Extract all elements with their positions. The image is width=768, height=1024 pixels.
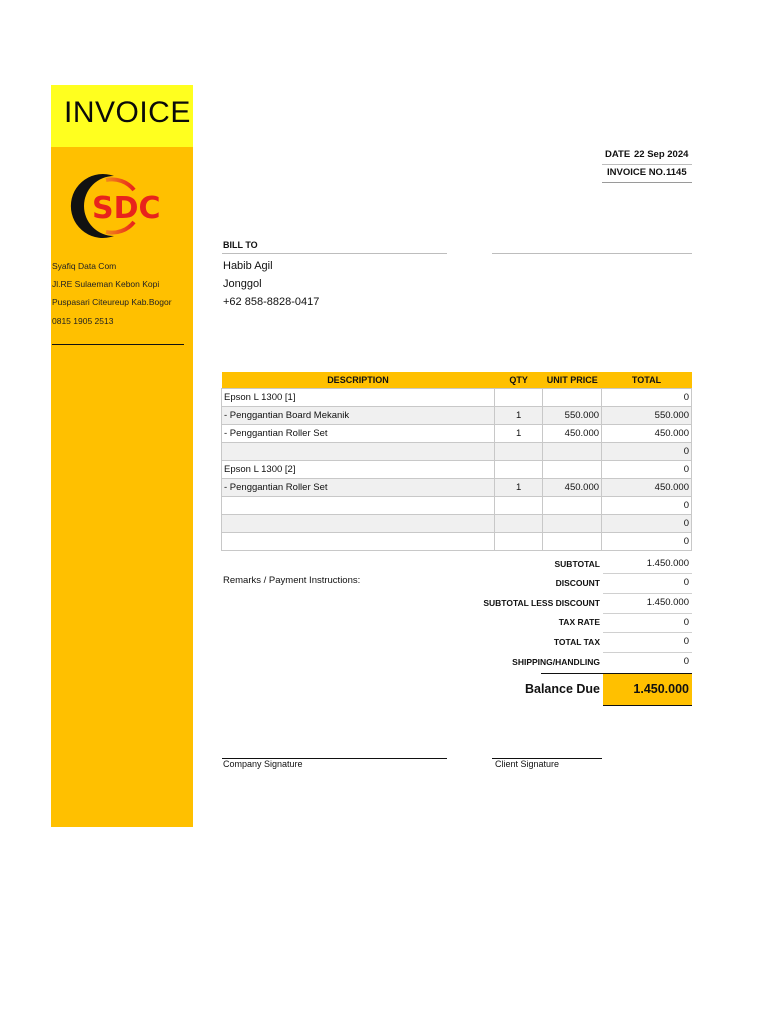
row-total: 0 bbox=[602, 515, 692, 533]
invoice-title: INVOICE bbox=[64, 96, 191, 129]
header-unit-price: UNIT PRICE bbox=[543, 372, 602, 389]
sidebar-band bbox=[51, 147, 193, 827]
bill-to-divider bbox=[222, 253, 447, 254]
table-row bbox=[222, 443, 692, 461]
row-total: 450.000 bbox=[602, 425, 692, 443]
balance-top-rule bbox=[541, 673, 603, 674]
row-description: Epson L 1300 [2] bbox=[222, 461, 495, 479]
row-unit-price: 450.000 bbox=[543, 479, 602, 497]
row-description bbox=[222, 533, 495, 551]
table-row bbox=[222, 407, 692, 425]
subtotal-less-divider bbox=[603, 613, 692, 614]
row-total: 0 bbox=[602, 533, 692, 551]
header-description: DESCRIPTION bbox=[222, 372, 495, 389]
company-address-2: Puspasari Citeureup Kab.Bogor bbox=[52, 297, 172, 307]
row-description bbox=[222, 515, 495, 533]
bill-to-name: Habib Agil bbox=[223, 260, 273, 272]
shipping-value: 0 bbox=[683, 656, 689, 667]
header-total: TOTAL bbox=[602, 372, 692, 389]
row-qty bbox=[494, 443, 543, 461]
date-value: 22 Sep 2024 bbox=[634, 149, 689, 160]
header-qty: QTY bbox=[494, 372, 543, 389]
discount-label: DISCOUNT bbox=[555, 578, 600, 588]
bill-to-phone: +62 858-8828-0417 bbox=[223, 296, 320, 308]
row-total: 550.000 bbox=[602, 407, 692, 425]
company-signature-label: Company Signature bbox=[223, 759, 303, 769]
tax-rate-label: TAX RATE bbox=[558, 617, 600, 627]
discount-divider bbox=[603, 593, 692, 594]
subtotal-divider bbox=[603, 573, 692, 574]
subtotal-less-discount-value: 1.450.000 bbox=[646, 597, 689, 608]
invoice-number-value: 1145 bbox=[666, 167, 687, 178]
date-label: DATE bbox=[605, 149, 631, 160]
subtotal-label: SUBTOTAL bbox=[554, 559, 600, 569]
row-description: - Penggantian Roller Set bbox=[222, 479, 495, 497]
row-qty: 1 bbox=[494, 407, 543, 425]
row-description bbox=[222, 443, 495, 461]
items-table bbox=[221, 372, 692, 551]
table-row bbox=[222, 389, 692, 407]
row-qty bbox=[494, 389, 543, 407]
row-description: - Penggantian Board Mekanik bbox=[222, 407, 495, 425]
subtotal-value: 1.450.000 bbox=[646, 558, 689, 569]
row-qty: 1 bbox=[494, 479, 543, 497]
row-unit-price bbox=[543, 533, 602, 551]
table-row bbox=[222, 425, 692, 443]
balance-due-value: 1.450.000 bbox=[633, 682, 689, 696]
row-description bbox=[222, 497, 495, 515]
table-row bbox=[222, 461, 692, 479]
row-qty bbox=[494, 533, 543, 551]
total-tax-label: TOTAL TAX bbox=[553, 637, 600, 647]
row-total: 0 bbox=[602, 461, 692, 479]
table-row bbox=[222, 533, 692, 551]
logo-text: SDC bbox=[92, 191, 161, 226]
logo-orbit-top-shape bbox=[106, 179, 134, 190]
invoice-number-row bbox=[602, 166, 692, 183]
row-unit-price: 550.000 bbox=[543, 407, 602, 425]
row-total: 0 bbox=[602, 443, 692, 461]
company-address-1: Jl.RE Sulaeman Kebon Kopi bbox=[52, 279, 160, 289]
table-header-row bbox=[222, 372, 692, 389]
table-row bbox=[222, 515, 692, 533]
row-unit-price bbox=[543, 515, 602, 533]
balance-due-label: Balance Due bbox=[524, 682, 600, 696]
row-qty bbox=[494, 515, 543, 533]
ship-to-divider bbox=[492, 253, 692, 254]
row-total: 0 bbox=[602, 389, 692, 407]
row-total: 0 bbox=[602, 497, 692, 515]
row-description: - Penggantian Roller Set bbox=[222, 425, 495, 443]
row-unit-price bbox=[543, 389, 602, 407]
row-unit-price bbox=[543, 443, 602, 461]
tax-rate-value: 0 bbox=[683, 617, 689, 628]
table-row bbox=[222, 497, 692, 515]
row-description: Epson L 1300 [1] bbox=[222, 389, 495, 407]
shipping-label: SHIPPING/HANDLING bbox=[512, 657, 600, 667]
invoice-number-label: INVOICE NO. bbox=[607, 167, 666, 178]
company-name: Syafiq Data Com bbox=[52, 261, 117, 271]
client-signature-label: Client Signature bbox=[495, 759, 560, 769]
company-phone: 0815 1905 2513 bbox=[52, 316, 114, 326]
row-qty bbox=[494, 461, 543, 479]
date-row bbox=[602, 148, 692, 165]
row-qty: 1 bbox=[494, 425, 543, 443]
discount-value: 0 bbox=[683, 577, 689, 588]
table-row bbox=[222, 479, 692, 497]
subtotal-less-discount-label: SUBTOTAL LESS DISCOUNT bbox=[483, 598, 600, 608]
row-unit-price bbox=[543, 497, 602, 515]
remarks-label: Remarks / Payment Instructions: bbox=[223, 575, 361, 586]
total-tax-divider bbox=[603, 652, 692, 653]
bill-to-label: BILL TO bbox=[223, 240, 258, 250]
row-unit-price: 450.000 bbox=[543, 425, 602, 443]
company-logo bbox=[70, 170, 190, 242]
row-qty bbox=[494, 497, 543, 515]
bill-to-city: Jonggol bbox=[223, 278, 262, 290]
total-tax-value: 0 bbox=[683, 636, 689, 647]
company-divider bbox=[52, 344, 184, 345]
row-unit-price bbox=[543, 461, 602, 479]
tax-rate-divider bbox=[603, 632, 692, 633]
row-total: 450.000 bbox=[602, 479, 692, 497]
